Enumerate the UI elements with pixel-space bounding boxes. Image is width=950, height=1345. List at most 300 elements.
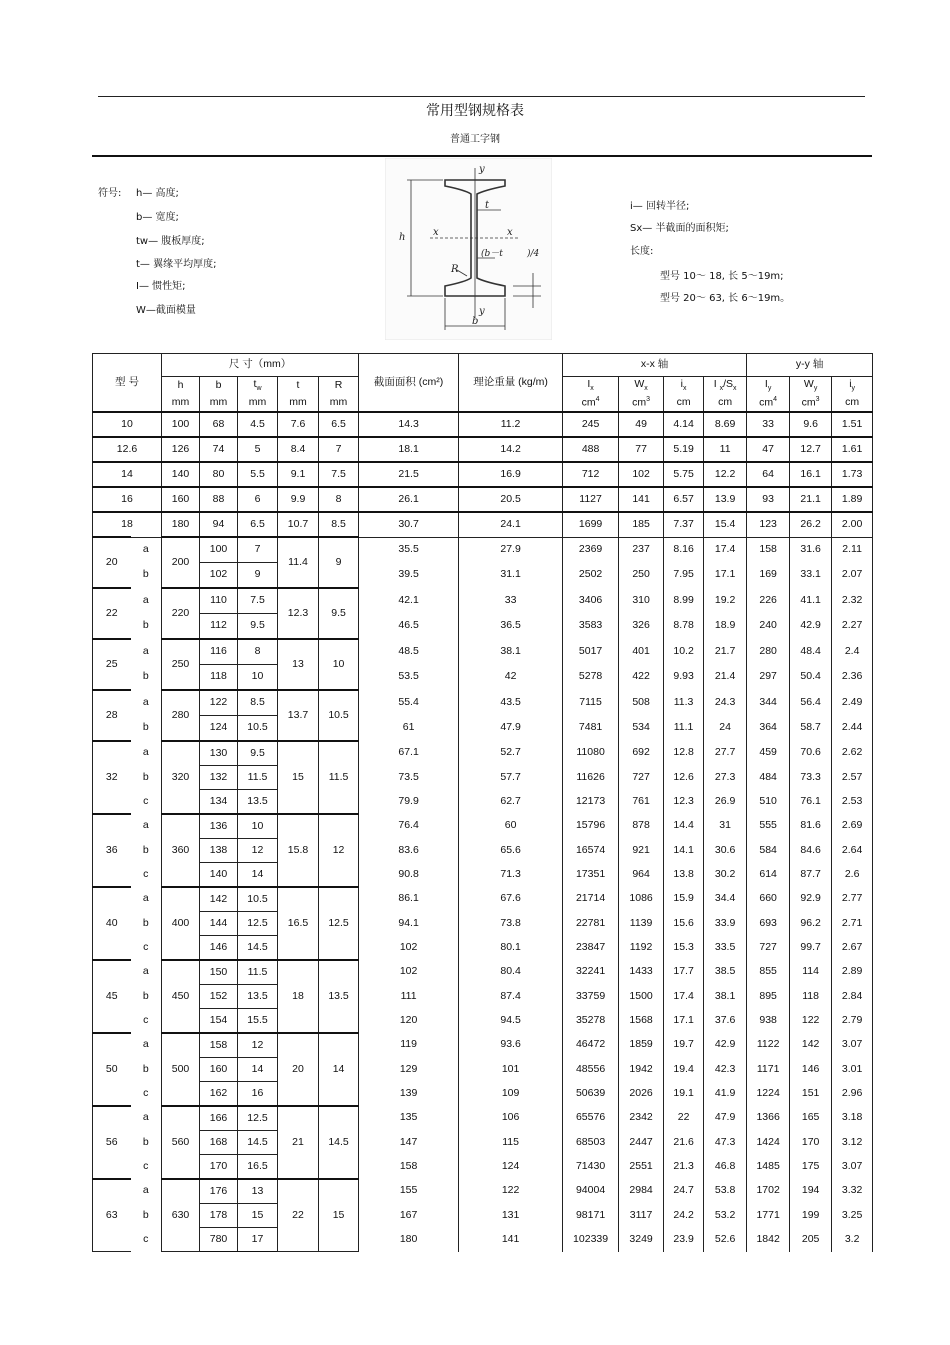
h-cell: 140: [162, 462, 200, 487]
Wy-cell: 33.1: [790, 563, 832, 589]
Wy-cell: 70.6: [790, 741, 832, 766]
ix-cell: 4.14: [664, 412, 704, 437]
subtype-cell: a: [131, 741, 162, 766]
area-cell: 67.1: [359, 741, 459, 766]
subtype-cell: a: [131, 537, 162, 563]
Wy-cell: 142: [790, 1033, 832, 1058]
iy-cell: 3.18: [832, 1106, 873, 1131]
ix-cell: 15.6: [664, 912, 704, 936]
Wy-cell: 21.1: [790, 487, 832, 512]
iy-cell: 1.51: [832, 412, 873, 437]
Wx-cell: 237: [619, 537, 664, 563]
tw-cell: 5: [238, 437, 278, 462]
subtype-cell: a: [131, 588, 162, 614]
R-cell: 9.5: [319, 588, 359, 639]
ix-cell: 10.2: [664, 639, 704, 665]
Wy-cell: 31.6: [790, 537, 832, 563]
h-cell: 200: [162, 537, 200, 588]
model-cell: 10: [93, 412, 162, 437]
t-cell: 21: [278, 1106, 319, 1179]
h-cell: 280: [162, 690, 200, 741]
ix-cell: 13.8: [664, 863, 704, 888]
wt-cell: 65.6: [459, 839, 563, 863]
column-symbol: I $_x/S_x$: [704, 377, 747, 395]
b-cell: 170: [200, 1155, 238, 1180]
Iy-cell: 855: [747, 960, 790, 985]
Iy-cell: 93: [747, 487, 790, 512]
table-row: [93, 588, 873, 614]
iy-cell: 3.32: [832, 1179, 873, 1204]
subtype-cell: a: [131, 814, 162, 839]
b-cell: 168: [200, 1131, 238, 1155]
IS-cell: 30.6: [704, 839, 747, 863]
subtype-cell: c: [131, 1228, 162, 1252]
subtype-cell: b: [131, 563, 162, 589]
ix-cell: 19.4: [664, 1058, 704, 1082]
Wx-cell: 2447: [619, 1131, 664, 1155]
t-cell: 22: [278, 1179, 319, 1252]
h-cell: 560: [162, 1106, 200, 1179]
table-row: [93, 1179, 873, 1204]
Wy-cell: 122: [790, 1009, 832, 1034]
area-cell: 86.1: [359, 887, 459, 912]
area-cell: 120: [359, 1009, 459, 1034]
iy-cell: 2.53: [832, 790, 873, 815]
b-cell: 116: [200, 639, 238, 665]
Iy-cell: 484: [747, 766, 790, 790]
R-cell: 14: [319, 1033, 359, 1106]
iy-cell: 3.07: [832, 1155, 873, 1180]
b-cell: 178: [200, 1204, 238, 1228]
IS-cell: 52.6: [704, 1228, 747, 1252]
fig-label-h: h: [399, 232, 406, 243]
ix-cell: 12.6: [664, 766, 704, 790]
model-cell: 32: [93, 741, 131, 814]
model-cell: 22: [93, 588, 131, 639]
R-cell: 9: [319, 537, 359, 588]
table-row: [93, 437, 873, 462]
IS-cell: 21.4: [704, 665, 747, 691]
table-row: [93, 690, 873, 716]
IS-cell: 53.2: [704, 1204, 747, 1228]
Ix-cell: 11626: [563, 766, 619, 790]
tw-cell: 13.5: [238, 790, 278, 815]
Ix-cell: 33759: [563, 985, 619, 1009]
b-cell: 118: [200, 665, 238, 691]
iy-cell: 3.01: [832, 1058, 873, 1082]
wt-cell: 52.7: [459, 741, 563, 766]
model-cell: 12.6: [93, 437, 162, 462]
tw-cell: 8.5: [238, 690, 278, 716]
section-rule: [92, 155, 872, 157]
wt-cell: 141: [459, 1228, 563, 1252]
Iy-cell: 727: [747, 936, 790, 961]
Wy-cell: 194: [790, 1179, 832, 1204]
header-area: 截面面积 (cm²): [359, 354, 459, 413]
b-cell: 166: [200, 1106, 238, 1131]
R-cell: 10: [319, 639, 359, 690]
length-range-1: 型号 10～ 18, 长 5～19m;: [660, 271, 784, 282]
wt-cell: 131: [459, 1204, 563, 1228]
wt-cell: 14.2: [459, 437, 563, 462]
IS-cell: 37.6: [704, 1009, 747, 1034]
ix-cell: 8.16: [664, 537, 704, 563]
b-cell: 74: [200, 437, 238, 462]
tw-cell: 15.5: [238, 1009, 278, 1034]
subtype-cell: b: [131, 839, 162, 863]
tw-cell: 9.5: [238, 614, 278, 640]
Wy-cell: 16.1: [790, 462, 832, 487]
Iy-cell: 1122: [747, 1033, 790, 1058]
column-unit: $cm^4$: [747, 394, 790, 412]
IS-cell: 21.7: [704, 639, 747, 665]
Wy-cell: 146: [790, 1058, 832, 1082]
b-cell: 110: [200, 588, 238, 614]
wt-cell: 62.7: [459, 790, 563, 815]
subtype-cell: a: [131, 1179, 162, 1204]
Wx-cell: 422: [619, 665, 664, 691]
column-symbol: $i_y$: [832, 377, 873, 395]
fig-label-x-right: x: [507, 227, 513, 238]
Wx-cell: 1139: [619, 912, 664, 936]
area-cell: 14.3: [359, 412, 459, 437]
b-cell: 100: [200, 537, 238, 563]
wt-cell: 115: [459, 1131, 563, 1155]
area-cell: 102: [359, 960, 459, 985]
table-row: [93, 887, 873, 912]
t-cell: 9.9: [278, 487, 319, 512]
area-cell: 46.5: [359, 614, 459, 640]
IS-cell: 12.2: [704, 462, 747, 487]
area-cell: 111: [359, 985, 459, 1009]
Ix-cell: 1699: [563, 512, 619, 537]
Iy-cell: 510: [747, 790, 790, 815]
Ix-cell: 46472: [563, 1033, 619, 1058]
model-cell: 36: [93, 814, 131, 887]
header-weight: 理论重量 (kg/m): [459, 354, 563, 413]
Wy-cell: 170: [790, 1131, 832, 1155]
header-yy-axis: y-y 轴: [747, 354, 873, 377]
area-cell: 155: [359, 1179, 459, 1204]
iy-cell: 2.89: [832, 960, 873, 985]
tw-cell: 17: [238, 1228, 278, 1252]
b-cell: 112: [200, 614, 238, 640]
h-cell: 250: [162, 639, 200, 690]
table-row: [93, 412, 873, 437]
Iy-cell: 895: [747, 985, 790, 1009]
IS-cell: 38.1: [704, 985, 747, 1009]
Wx-cell: 3249: [619, 1228, 664, 1252]
Wx-cell: 921: [619, 839, 664, 863]
area-cell: 55.4: [359, 690, 459, 716]
R-cell: 10.5: [319, 690, 359, 741]
header-xx-axis: x-x 轴: [563, 354, 747, 377]
IS-cell: 8.69: [704, 412, 747, 437]
ix-cell: 6.57: [664, 487, 704, 512]
Iy-cell: 1702: [747, 1179, 790, 1204]
model-cell: 14: [93, 462, 162, 487]
table-row: [93, 1106, 873, 1131]
Wx-cell: 761: [619, 790, 664, 815]
column-symbol: $W_y$: [790, 377, 832, 395]
R-cell: 8: [319, 487, 359, 512]
table-row: [93, 936, 873, 961]
ix-cell: 8.99: [664, 588, 704, 614]
Wy-cell: 73.3: [790, 766, 832, 790]
Iy-cell: 1842: [747, 1228, 790, 1252]
fig-label-x-left: x: [433, 227, 439, 238]
wt-cell: 33: [459, 588, 563, 614]
IS-cell: 42.3: [704, 1058, 747, 1082]
area-cell: 21.5: [359, 462, 459, 487]
tw-cell: 11.5: [238, 960, 278, 985]
ix-cell: 9.93: [664, 665, 704, 691]
IS-cell: 47.9: [704, 1106, 747, 1131]
Ix-cell: 23847: [563, 936, 619, 961]
iy-cell: 2.84: [832, 985, 873, 1009]
IS-cell: 17.4: [704, 537, 747, 563]
IS-cell: 15.4: [704, 512, 747, 537]
IS-cell: 27.3: [704, 766, 747, 790]
iy-cell: 2.07: [832, 563, 873, 589]
column-symbol: h: [162, 377, 200, 395]
Iy-cell: 1171: [747, 1058, 790, 1082]
t-cell: 8.4: [278, 437, 319, 462]
table-row: [93, 741, 873, 766]
Wy-cell: 9.6: [790, 412, 832, 437]
Ix-cell: 5278: [563, 665, 619, 691]
model-cell: 50: [93, 1033, 131, 1106]
Wx-cell: 3117: [619, 1204, 664, 1228]
iy-cell: 2.00: [832, 512, 873, 537]
wt-cell: 80.4: [459, 960, 563, 985]
Iy-cell: 344: [747, 690, 790, 716]
table-row: [93, 912, 873, 936]
area-cell: 129: [359, 1058, 459, 1082]
Wy-cell: 26.2: [790, 512, 832, 537]
column-symbol: $I_y$: [747, 377, 790, 395]
Ix-cell: 21714: [563, 887, 619, 912]
b-cell: 176: [200, 1179, 238, 1204]
table-row: [93, 665, 873, 691]
wt-cell: 93.6: [459, 1033, 563, 1058]
IS-cell: 26.9: [704, 790, 747, 815]
Wx-cell: 508: [619, 690, 664, 716]
Iy-cell: 169: [747, 563, 790, 589]
table-row: [93, 1228, 873, 1252]
page-subtitle: 普通工字钢: [450, 134, 500, 145]
h-cell: 400: [162, 887, 200, 960]
Ix-cell: 48556: [563, 1058, 619, 1082]
b-cell: 94: [200, 512, 238, 537]
IS-cell: 17.1: [704, 563, 747, 589]
tw-cell: 10: [238, 814, 278, 839]
R-cell: 11.5: [319, 741, 359, 814]
Wx-cell: 878: [619, 814, 664, 839]
column-unit: $cm^3$: [619, 394, 664, 412]
table-row: [93, 1155, 873, 1180]
Wy-cell: 12.7: [790, 437, 832, 462]
b-cell: 142: [200, 887, 238, 912]
table-row: [93, 1009, 873, 1034]
ix-cell: 15.3: [664, 936, 704, 961]
R-cell: 8.5: [319, 512, 359, 537]
ix-cell: 24.2: [664, 1204, 704, 1228]
ix-cell: 11.3: [664, 690, 704, 716]
b-cell: 132: [200, 766, 238, 790]
Ix-cell: 7115: [563, 690, 619, 716]
table-row: [93, 716, 873, 742]
wt-cell: 42: [459, 665, 563, 691]
table-row: [93, 863, 873, 888]
Wy-cell: 81.6: [790, 814, 832, 839]
tw-cell: 9.5: [238, 741, 278, 766]
b-cell: 162: [200, 1082, 238, 1107]
tw-cell: 13: [238, 1179, 278, 1204]
IS-cell: 53.8: [704, 1179, 747, 1204]
Iy-cell: 33: [747, 412, 790, 437]
IS-cell: 34.4: [704, 887, 747, 912]
wt-cell: 27.9: [459, 537, 563, 563]
ix-cell: 8.78: [664, 614, 704, 640]
subtype-cell: c: [131, 1009, 162, 1034]
area-cell: 53.5: [359, 665, 459, 691]
b-cell: 80: [200, 462, 238, 487]
Wx-cell: 1433: [619, 960, 664, 985]
Wy-cell: 41.1: [790, 588, 832, 614]
R-cell: 7.5: [319, 462, 359, 487]
wt-cell: 20.5: [459, 487, 563, 512]
column-unit: mm: [200, 394, 238, 412]
iy-cell: 2.96: [832, 1082, 873, 1107]
t-cell: 20: [278, 1033, 319, 1106]
wt-cell: 24.1: [459, 512, 563, 537]
iy-cell: 3.25: [832, 1204, 873, 1228]
wt-cell: 38.1: [459, 639, 563, 665]
model-cell: 25: [93, 639, 131, 690]
Ix-cell: 3406: [563, 588, 619, 614]
model-cell: 56: [93, 1106, 131, 1179]
area-cell: 180: [359, 1228, 459, 1252]
IS-cell: 13.9: [704, 487, 747, 512]
b-cell: 102: [200, 563, 238, 589]
column-symbol: $W_x$: [619, 377, 664, 395]
subtype-cell: b: [131, 766, 162, 790]
header-model: 型 号: [93, 354, 162, 413]
subtype-cell: b: [131, 1131, 162, 1155]
t-cell: 7.6: [278, 412, 319, 437]
symbol-h: h— 高度;: [136, 188, 179, 199]
Iy-cell: 584: [747, 839, 790, 863]
tw-cell: 10.5: [238, 716, 278, 742]
tw-cell: 7.5: [238, 588, 278, 614]
tw-cell: 4.5: [238, 412, 278, 437]
Iy-cell: 459: [747, 741, 790, 766]
ix-cell: 15.9: [664, 887, 704, 912]
tw-cell: 14: [238, 863, 278, 888]
Wy-cell: 96.2: [790, 912, 832, 936]
b-cell: 150: [200, 960, 238, 985]
Ix-cell: 1127: [563, 487, 619, 512]
iy-cell: 2.69: [832, 814, 873, 839]
ix-cell: 14.1: [664, 839, 704, 863]
wt-cell: 106: [459, 1106, 563, 1131]
area-cell: 167: [359, 1204, 459, 1228]
Wy-cell: 99.7: [790, 936, 832, 961]
iy-cell: 2.4: [832, 639, 873, 665]
Wy-cell: 56.4: [790, 690, 832, 716]
tw-cell: 11.5: [238, 766, 278, 790]
h-cell: 126: [162, 437, 200, 462]
wt-cell: 80.1: [459, 936, 563, 961]
table-row: [93, 1058, 873, 1082]
Wx-cell: 1192: [619, 936, 664, 961]
IS-cell: 41.9: [704, 1082, 747, 1107]
t-cell: 18: [278, 960, 319, 1033]
fig-label-b-tw-1: (b－t: [481, 249, 503, 259]
Wx-cell: 77: [619, 437, 664, 462]
area-cell: 30.7: [359, 512, 459, 537]
column-unit: $cm^3$: [790, 394, 832, 412]
subtype-cell: b: [131, 665, 162, 691]
iy-cell: 2.71: [832, 912, 873, 936]
subtype-cell: c: [131, 790, 162, 815]
h-cell: 160: [162, 487, 200, 512]
wt-cell: 11.2: [459, 412, 563, 437]
b-cell: 140: [200, 863, 238, 888]
wt-cell: 36.5: [459, 614, 563, 640]
subtype-cell: c: [131, 936, 162, 961]
t-cell: 13.7: [278, 690, 319, 741]
b-cell: 88: [200, 487, 238, 512]
column-symbol: t: [278, 377, 319, 395]
Wx-cell: 1942: [619, 1058, 664, 1082]
Wx-cell: 310: [619, 588, 664, 614]
Iy-cell: 240: [747, 614, 790, 640]
Ix-cell: 32241: [563, 960, 619, 985]
column-unit: cm: [664, 394, 704, 412]
Wx-cell: 185: [619, 512, 664, 537]
column-symbol: b: [200, 377, 238, 395]
Ix-cell: 7481: [563, 716, 619, 742]
wt-cell: 60: [459, 814, 563, 839]
iy-cell: 2.57: [832, 766, 873, 790]
Wy-cell: 199: [790, 1204, 832, 1228]
subtype-cell: b: [131, 1204, 162, 1228]
model-cell: 45: [93, 960, 131, 1033]
table-row: [93, 839, 873, 863]
iy-cell: 1.73: [832, 462, 873, 487]
iy-cell: 2.6: [832, 863, 873, 888]
area-cell: 26.1: [359, 487, 459, 512]
IS-cell: 11: [704, 437, 747, 462]
Iy-cell: 614: [747, 863, 790, 888]
iy-cell: 3.07: [832, 1033, 873, 1058]
table-row: [93, 639, 873, 665]
Wx-cell: 2342: [619, 1106, 664, 1131]
subtype-cell: c: [131, 1155, 162, 1180]
Ix-cell: 50639: [563, 1082, 619, 1107]
subtype-cell: b: [131, 912, 162, 936]
table-row: [93, 614, 873, 640]
model-cell: 28: [93, 690, 131, 741]
b-cell: 160: [200, 1058, 238, 1082]
Wy-cell: 76.1: [790, 790, 832, 815]
fig-label-y-bottom: y: [479, 306, 485, 317]
Wy-cell: 48.4: [790, 639, 832, 665]
area-cell: 73.5: [359, 766, 459, 790]
area-cell: 90.8: [359, 863, 459, 888]
